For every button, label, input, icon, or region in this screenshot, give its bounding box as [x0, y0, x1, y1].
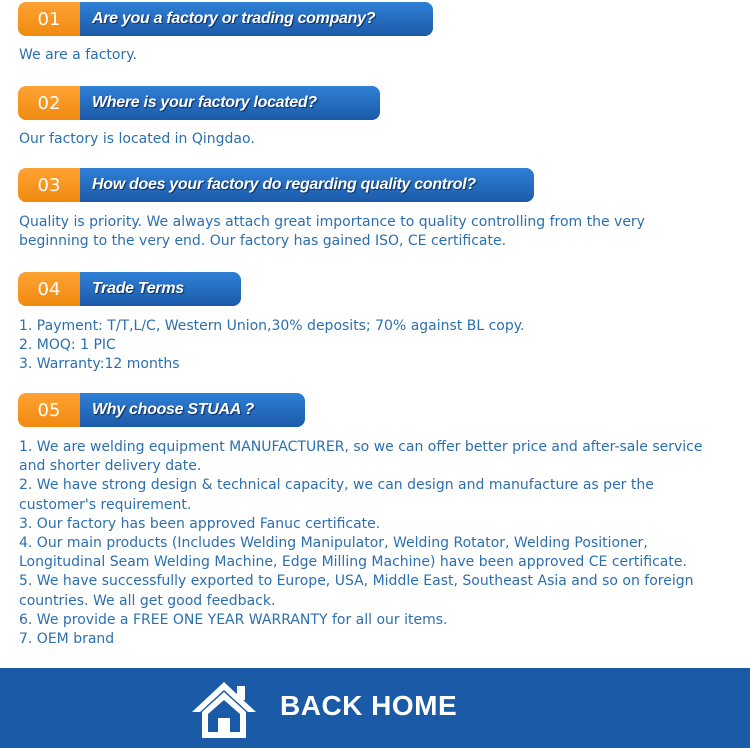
- faq-question-bar: Trade Terms: [74, 272, 241, 306]
- faq-question-bar: Where is your factory located?: [74, 86, 380, 120]
- faq-header: [0, 393, 750, 427]
- answer-line: 2. We have strong design & technical capacity, we can design and manufacture as per the customer's requirement.: [19, 477, 654, 513]
- faq-question-bar: Are you a factory or trading company?: [74, 2, 433, 36]
- faq-question-bar: Why choose STUAA ?: [74, 393, 305, 427]
- back-home-button[interactable]: [0, 668, 750, 748]
- house-icon: [190, 678, 258, 742]
- faq-header: [0, 86, 750, 120]
- faq-number-badge: 02: [18, 86, 80, 120]
- answer-line: Quality is priority. We always attach great importance to quality controlling from the very beginning to the very end. Our factory has gained ISO, CE certificate.: [19, 214, 645, 250]
- faq-item-01: [0, 2, 750, 65]
- faq-answer: [19, 438, 709, 649]
- faq-answer: [19, 213, 709, 251]
- faq-question-bar: How does your factory do regarding quality control?: [74, 168, 534, 202]
- faq-number-badge: 01: [18, 2, 80, 36]
- faq-number-badge: 03: [18, 168, 80, 202]
- faq-number-badge: 05: [18, 393, 80, 427]
- faq-item-04: [0, 272, 750, 375]
- faq-item-03: [0, 168, 750, 251]
- faq-header: [0, 2, 750, 36]
- faq-header: [0, 272, 750, 306]
- answer-line: 5. We have successfully exported to Europe, USA, Middle East, Southeast Asia and so on foreign countries. We all get good feedback.: [19, 573, 694, 609]
- answer-line: 1. Payment: T/T,L/C, Western Union,30% deposits; 70% against BL copy.: [19, 318, 525, 334]
- answer-line: 3. Our factory has been approved Fanuc certificate.: [19, 515, 381, 532]
- faq-answer: [19, 130, 709, 149]
- answer-line: 3. Warranty:12 months: [19, 356, 180, 373]
- back-home-label: BACK HOME: [280, 690, 458, 721]
- faq-item-02: [0, 86, 750, 149]
- faq-answer: [19, 317, 709, 375]
- answer-line: We are a factory.: [19, 47, 137, 63]
- faq-number-badge: 04: [18, 272, 80, 306]
- faq-answer: [19, 46, 709, 65]
- answer-line: 4. Our main products (Includes Welding Manipulator, Welding Rotator, Welding Positioner, Longitudinal Seam Welding Machine, Edge Milling Machine) have been approved CE certificate.: [19, 535, 687, 571]
- answer-line: Our factory is located in Qingdao.: [19, 131, 255, 147]
- faq-item-05: [0, 393, 750, 649]
- faq-header: [0, 168, 750, 202]
- answer-line: 1. We are welding equipment MANUFACTURER, so we can offer better price and after-sale service and shorter delivery date.: [19, 439, 703, 475]
- answer-line: 2. MOQ: 1 PIC: [19, 337, 116, 354]
- answer-line: 6. We provide a FREE ONE YEAR WARRANTY for all our items.: [19, 611, 448, 628]
- answer-line: 7. OEM brand: [19, 631, 115, 648]
